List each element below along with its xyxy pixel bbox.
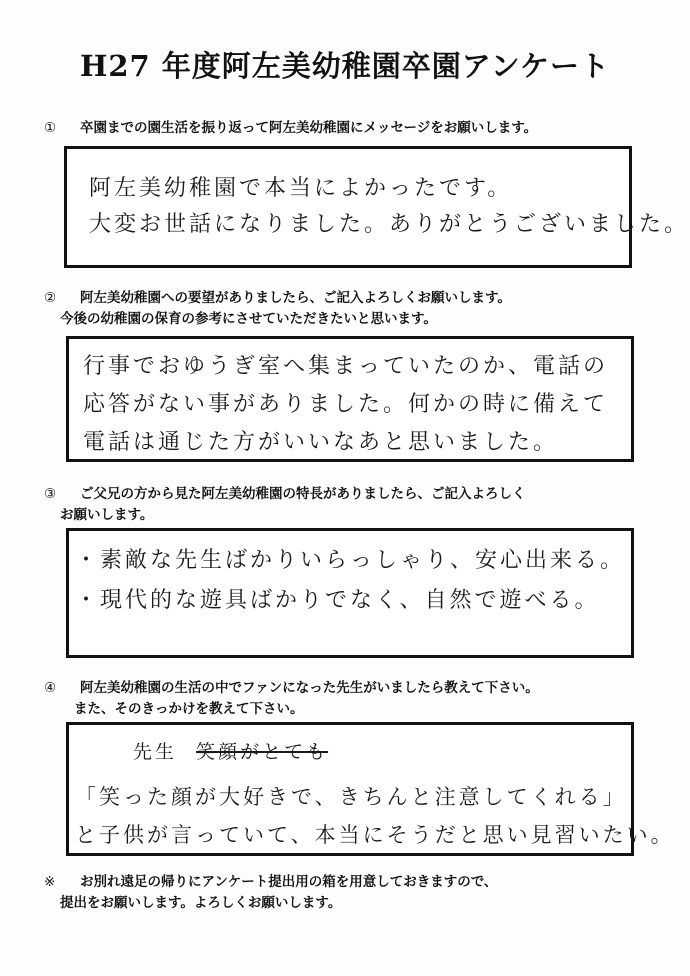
answer-1-line-2: 大変お世話になりました。ありがとうございました。 [89, 212, 690, 237]
question-2-number: ② [44, 290, 57, 306]
answer-3-line-2: ・現代的な遊具ばかりでなく、自然で遊べる。 [75, 588, 600, 613]
question-4 [44, 678, 539, 720]
answer-3-line-1: ・素敵な先生ばかりいらっしゃり、安心出来る。 [75, 548, 626, 573]
answer-1-line-1: 阿左美幼稚園で本当によかったです。 [89, 176, 513, 201]
answer-box-1 [64, 146, 690, 268]
answer-4-struck-text: 笑顔がとても [196, 741, 329, 763]
question-1-number: ① [44, 120, 57, 136]
question-2-text-2: 今後の幼稚園の保育の参考にさせていただきたいと思います。 [60, 311, 437, 327]
note-text-2: 提出をお願いします。よろしくお願いします。 [60, 895, 342, 911]
note-mark: ※ [44, 874, 56, 890]
question-4-number: ④ [44, 680, 57, 696]
answer-4-prefix: 先生 [133, 741, 178, 763]
answer-box-3 [66, 528, 634, 658]
note-text: お別れ遠足の帰りにアンケート提出用の箱を用意しておきますので、 [80, 874, 498, 890]
answer-4-heading [133, 737, 328, 764]
answer-4-line-2: と子供が言っていて、本当にそうだと思い見習いたい。 [75, 823, 675, 847]
question-4-text: 阿左美幼稚園の生活の中でファンになった先生がいましたら教えて下さい。 [80, 680, 539, 696]
question-4-text-2: また、そのきっかけを教えて下さい。 [74, 701, 304, 717]
answer-2-line-3: 電話は通じた方がいいなあと思いました。 [83, 430, 559, 455]
answer-box-2 [66, 336, 634, 462]
question-1-text: 卒園までの園生活を振り返って阿左美幼稚園にメッセージをお願いします。 [80, 120, 538, 136]
question-2 [44, 288, 511, 330]
question-3-text: ご父兄の方から見た阿左美幼稚園の特長がありましたら、ご記入よろしく [80, 486, 526, 502]
question-3-text-2: お願いします。 [60, 507, 154, 523]
closing-note [44, 872, 497, 914]
answer-box-4 [66, 722, 675, 856]
answer-4-line-1: 「笑った顔が大好きで、きちんと注意してくれる」 [75, 785, 627, 809]
answer-2-line-2: 応答がない事がありました。何かの時に備えて [83, 392, 609, 417]
question-2-text: 阿左美幼稚園への要望がありましたら、ご記入よろしくお願いします。 [80, 290, 511, 306]
question-3-number: ③ [44, 486, 57, 502]
question-3 [44, 484, 526, 526]
page-title: H27 年度阿左美幼稚園卒園アンケート [79, 49, 611, 83]
question-1 [44, 118, 537, 139]
answer-2-line-1: 行事でおゆうぎ室へ集まっていたのか、電話の [83, 354, 609, 379]
